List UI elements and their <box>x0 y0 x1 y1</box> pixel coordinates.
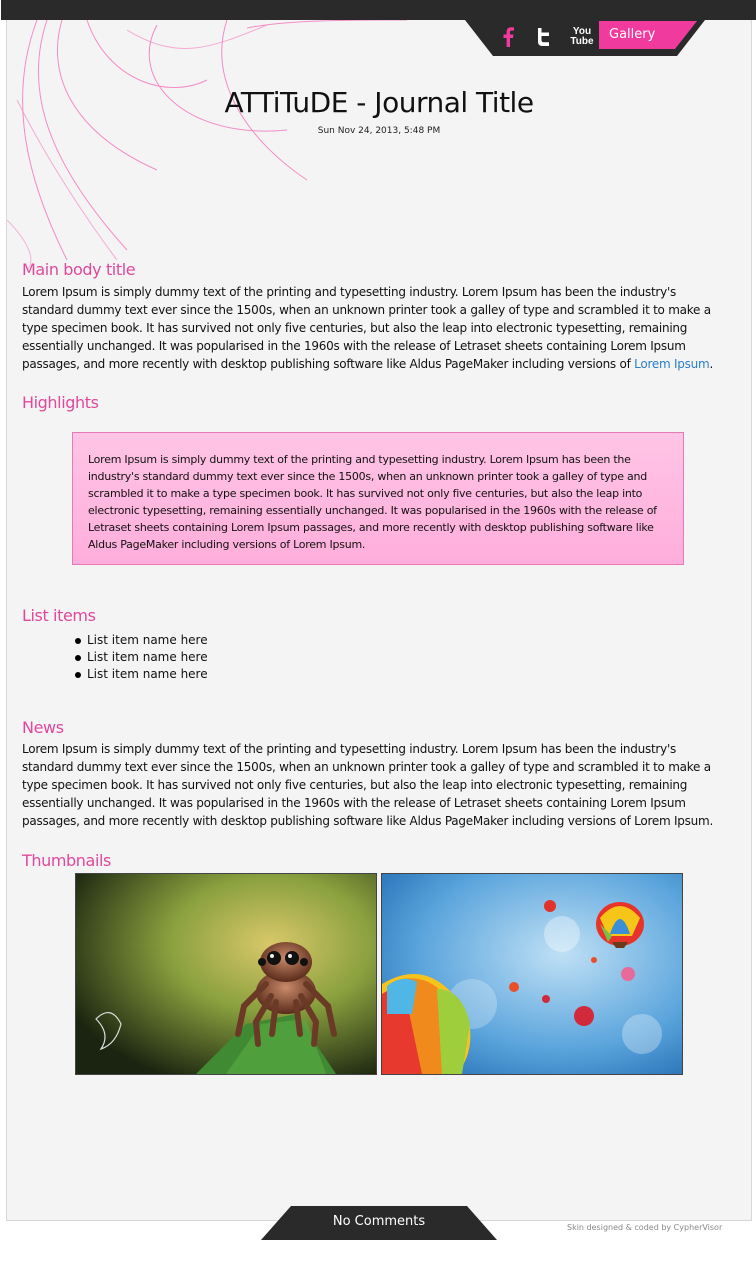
news-heading: News <box>22 718 64 737</box>
twitter-icon[interactable] <box>529 24 557 50</box>
journal-title: ATTiTuDE - Journal Title <box>224 86 534 119</box>
list-item: List item name here <box>73 632 208 649</box>
gallery-label: Gallery <box>609 27 656 42</box>
top-bar <box>1 0 756 20</box>
highlights-heading: Highlights <box>22 393 99 412</box>
journal-page <box>6 0 752 1232</box>
pink-swirl-decoration <box>7 20 427 270</box>
no-comments-button[interactable] <box>261 1206 497 1240</box>
journal-date: Sun Nov 24, 2013, 5:48 PM <box>317 126 441 136</box>
list-item: List item name here <box>73 666 208 683</box>
highlight-text: Lorem Ipsum is simply dummy text of the printing and typesetting industry. Lorem Ipsum has been the industry's standard dummy text ever since the 1500s, when an unknown printer took a galley of type and scrambled it to make a type specimen book. It has survived not only five centuries, but also the leap into electronic typesetting, remaining essentially unchanged. It was popularised in the 1960s with the release of Letraset sheets containing Lorem Ipsum passages, and more recently with desktop publishing software like Aldus PageMaker including versions of Lorem Ipsum. <box>88 453 657 551</box>
highlight-box <box>72 432 684 565</box>
facebook-icon[interactable] <box>497 24 519 50</box>
list-items-heading: List items <box>22 606 96 625</box>
no-comments-label: No Comments <box>332 1214 426 1229</box>
list-item: List item name here <box>73 649 208 666</box>
news-text: Lorem Ipsum is simply dummy text of the printing and typesetting industry. Lorem Ipsum has been the industry's standard dummy text ever since the 1500s, when an unknown printer took a galley of type and scrambled it to make a type specimen book. It has survived not only five centuries, but also the leap into electronic typesetting, remaining essentially unchanged. It was popularised in the 1960s with the release of Letraset sheets containing Lorem Ipsum passages, and more recently with desktop publishing software like Aldus PageMaker including versions of Lorem Ipsum. <box>22 742 714 828</box>
gallery-button[interactable] <box>599 21 697 49</box>
main-body-heading: Main body title <box>22 260 136 279</box>
header-nav <box>465 20 705 56</box>
balloons-thumbnail[interactable] <box>381 873 683 1075</box>
bullet-list <box>73 632 208 683</box>
thumbnails-heading: Thumbnails <box>22 851 111 870</box>
spider-thumbnail[interactable] <box>75 873 377 1075</box>
lorem-ipsum-link[interactable]: Lorem Ipsum <box>634 357 710 371</box>
skin-credit: Skin designed & coded by CypherVisor <box>567 1223 723 1232</box>
youtube-icon[interactable]: You Tube <box>570 26 594 47</box>
main-body-text: Lorem Ipsum is simply dummy text of the printing and typesetting industry. Lorem Ipsum has been the industry's standard dummy text ever since the 1500s, when an unknown printer took a galley of type and scrambled it to make a type specimen book. It has survived not only five centuries, but also the leap into electronic typesetting, remaining essentially unchanged. It was popularised in the 1960s with the release of Letraset sheets containing Lorem Ipsum passages, and more recently with desktop publishing software like Aldus PageMaker including versions of Lorem Ipsum. <box>22 285 714 371</box>
